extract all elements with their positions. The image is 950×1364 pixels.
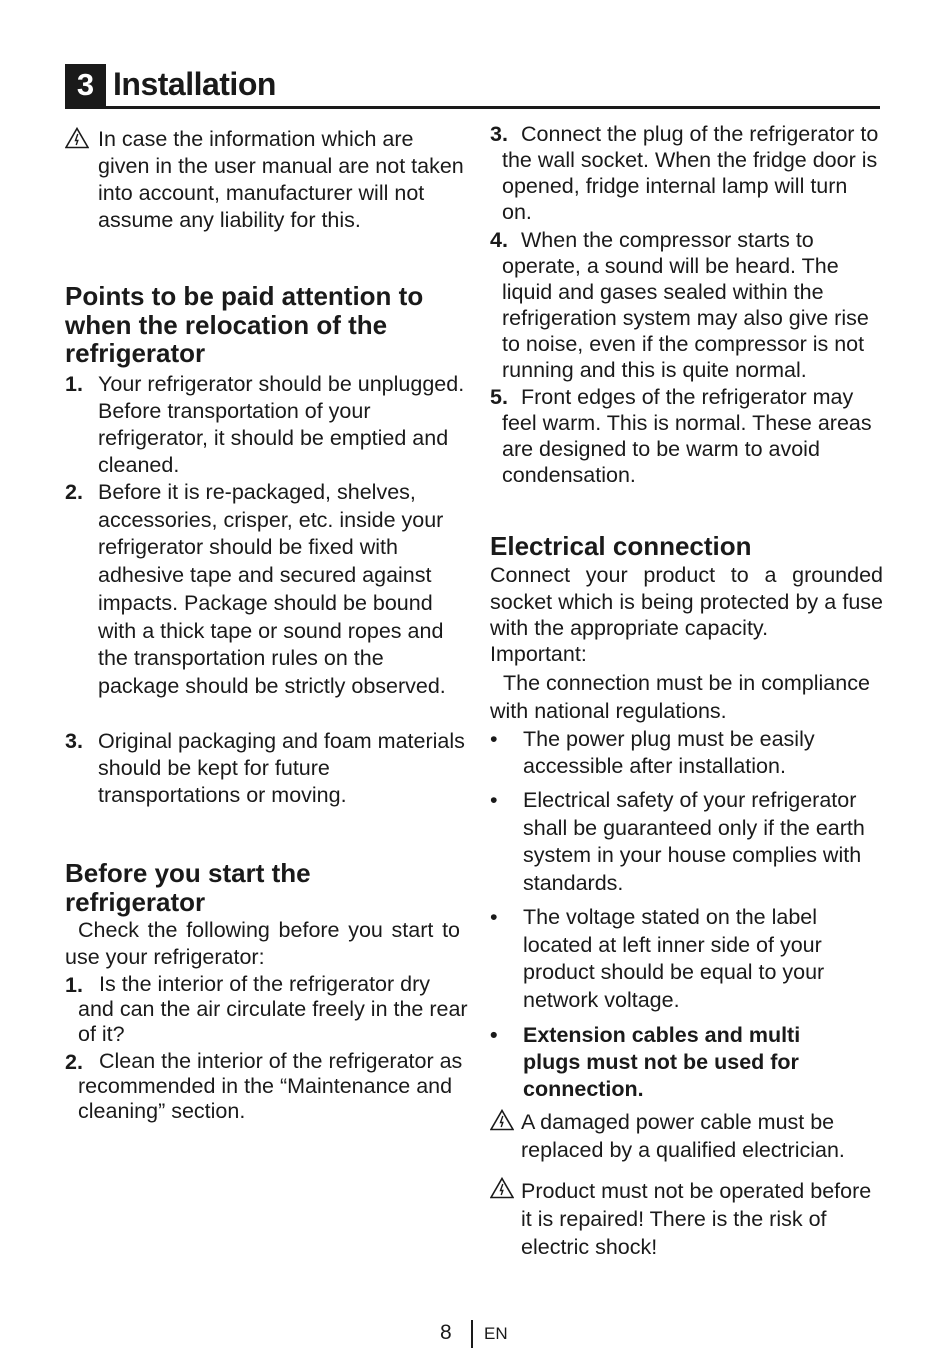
- list-item: Front edges of the refrigerator may feel warm. This is normal. These areas are designed to be warm to avoid condensation.: [502, 385, 872, 487]
- bullet-icon: •: [490, 727, 498, 751]
- bullet-item: The power plug must be easily accessible after installation.: [523, 727, 815, 778]
- before-start-heading: Before you start the refrigerator: [65, 858, 311, 917]
- bullet-item-bold: Extension cables and multi plugs must not be used for connection.: [523, 1023, 801, 1101]
- warning-icon: [490, 1109, 514, 1131]
- list-item-number: 2.: [65, 480, 83, 504]
- bullet-item: Electrical safety of your refrigerator shall be guaranteed only if the earth system in your house complies with standards.: [523, 788, 865, 895]
- page-number: 8: [440, 1321, 452, 1344]
- list-item: Before it is re-packaged, shelves, accessories, crisper, etc. inside your refrigerator should be fixed with adhesive tape and secured against impacts. Package should be bound with a thick tape or sound ropes and the transportation rules on the package should be strictly observed.: [98, 480, 446, 698]
- list-item-number: 5.: [490, 385, 508, 409]
- repair-warning: Product must not be operated before it is repaired! There is the risk of electric shock!: [521, 1179, 872, 1259]
- header-rule: [65, 106, 880, 109]
- list-item-number: 1.: [65, 973, 83, 997]
- list-item-number: 1.: [65, 372, 83, 396]
- section-header: [65, 64, 880, 108]
- list-item-number: 3.: [490, 122, 508, 146]
- warning-icon: [490, 1177, 514, 1199]
- list-item-number: 2.: [65, 1050, 83, 1074]
- list-item: Clean the interior of the refrigerator as recommended in the “Maintenance and cleaning” section.: [78, 1049, 463, 1123]
- list-item-number: 3.: [65, 729, 83, 753]
- list-item: Connect the plug of the refrigerator to the wall socket. When the fridge door is opened, fridge internal lamp will turn on.: [502, 122, 879, 224]
- footer-divider: [471, 1320, 473, 1348]
- before-start-intro: Check the following before you start to use your refrigerator:: [65, 918, 460, 969]
- bullet-icon: •: [490, 905, 498, 929]
- language-code: EN: [484, 1324, 508, 1343]
- page-title: Installation: [113, 66, 276, 102]
- cable-warning: A damaged power cable must be replaced by a qualified electrician.: [521, 1110, 845, 1162]
- electrical-heading: Electrical connection: [490, 531, 752, 561]
- compliance-note: The connection must be in compliance with national regulations.: [490, 671, 870, 723]
- warning-icon: [65, 127, 89, 149]
- list-item-number: 4.: [490, 228, 508, 252]
- bullet-item: The voltage stated on the label located at left inner side of your product should be equal to your network voltage.: [523, 905, 825, 1012]
- bullet-icon: •: [490, 788, 498, 812]
- list-item: Original packaging and foam materials should be kept for future transportations or moving.: [98, 729, 465, 807]
- section-number: 3: [65, 64, 106, 106]
- relocation-heading: Points to be paid attention to when the relocation of the refrigerator: [65, 281, 424, 368]
- list-item: When the compressor starts to operate, a sound will be heard. The liquid and gases sealed within the refrigeration system may also give rise to noise, even if the compressor is not running and this is quite normal.: [502, 228, 869, 382]
- list-item: Your refrigerator should be unplugged. Before transportation of your refrigerator, it should be emptied and cleaned.: [98, 372, 465, 477]
- bullet-icon: •: [490, 1023, 498, 1047]
- electrical-intro: Connect your product to a grounded socket which is being protected by a fuse with the appropriate capacity.: [490, 563, 883, 640]
- list-item: Is the interior of the refrigerator dry and can the air circulate freely in the rear of it?: [78, 972, 468, 1046]
- important-label: Important:: [490, 642, 587, 666]
- liability-warning: In case the information which are given in the user manual are not taken into account, manufacturer will not assume any liability for this.: [98, 127, 464, 232]
